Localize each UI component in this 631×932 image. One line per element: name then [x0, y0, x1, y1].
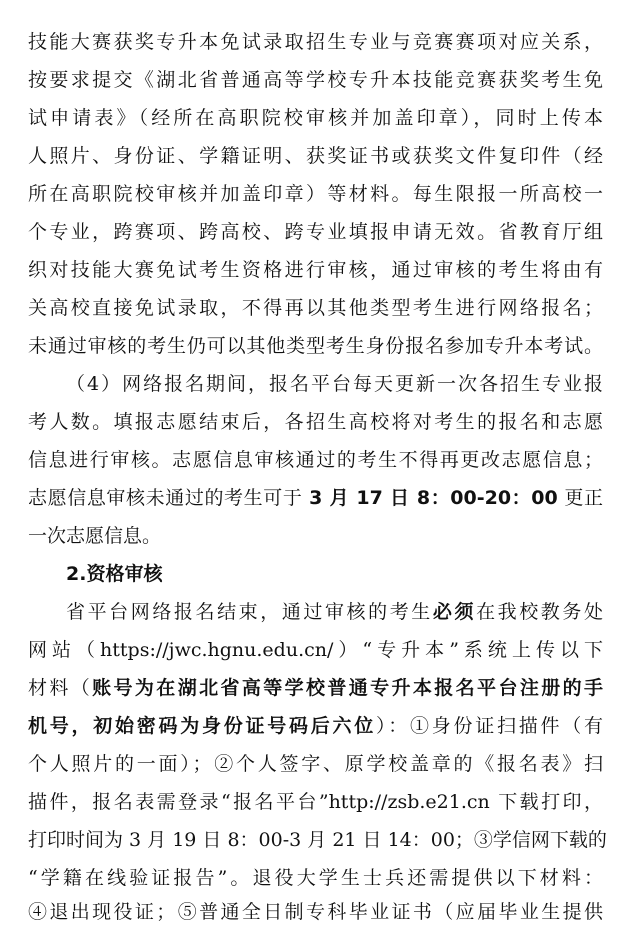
paragraph-line: 按要求提交《湖北省普通高等学校专升本技能竞赛获奖考生免 — [28, 69, 603, 91]
paragraph-line: 考人数。填报志愿结束后，各招生高校将对考生的报名和志愿 — [28, 411, 603, 433]
line-text: 在我校教务处 — [476, 601, 603, 623]
date-range-bold: 3 月 17 日 8：00-20：00 — [309, 487, 558, 509]
paragraph-line: 所在高职院校审核并加盖印章）等材料。每生限报一所高校一 — [28, 183, 603, 205]
emphasis-bold: 必须 — [432, 601, 477, 623]
paragraph-line: （4）网络报名期间，报名平台每天更新一次各招生专业报 — [66, 373, 603, 395]
paragraph-line: 试申请表》（经所在高职院校审核并加盖印章），同时上传本 — [28, 107, 603, 129]
paragraph-line: 信息进行审核。志愿信息审核通过的考生不得再更改志愿信息； — [28, 449, 603, 471]
paragraph-line: “学籍在线验证报告”。退役大学生士兵还需提供以下材料： — [28, 867, 603, 889]
paragraph-line: 关高校直接免试录取，不得再以其他类型考生进行网络报名； — [28, 297, 603, 319]
line-text: 省平台网络报名结束，通过审核的考生 — [66, 601, 433, 623]
paragraph-line: 描件，报名表需登录“报名平台”http://zsb.e21.cn 下载打印， — [28, 791, 603, 813]
paragraph-line: 技能大赛获奖专升本免试录取招生专业与竞赛赛项对应关系， — [28, 31, 603, 53]
paragraph-line: 个人照片的一面）；②个人签字、原学校盖章的《报名表》扫 — [28, 753, 603, 775]
paragraph-line — [28, 668, 603, 708]
paragraph-line: 网站（https://jwc.hgnu.edu.cn/）“专升本”系统上传以下 — [28, 639, 603, 661]
line-text: ）：①身份证扫描件（有 — [375, 715, 603, 737]
paragraph-line — [28, 478, 603, 518]
paragraph-line — [66, 592, 603, 632]
paragraph-line: 打印时间为 3 月 19 日 8：00-3 月 21 日 14：00；③学信网下载的 — [28, 829, 607, 851]
paragraph-line: 个专业，跨赛项、跨高校、跨专业填报申请无效。省教育厅组 — [28, 221, 603, 243]
account-info-bold: 账号为在湖北省高等学校普通专升本报名平台注册的手 — [92, 677, 603, 699]
paragraph-line: 未通过审核的考生仍可以其他类型考生身份报名参加专升本考试。 — [28, 335, 603, 357]
line-text: 更正 — [557, 487, 603, 509]
paragraph-line: 织对技能大赛免试考生资格进行审核，通过审核的考生将由有 — [28, 259, 603, 281]
section-heading: 2.资格审核 — [66, 563, 163, 585]
paragraph-line: ④退出现役证；⑤普通全日制专科毕业证书（应届毕业生提供 — [28, 901, 603, 923]
line-text: 志愿信息审核未通过的考生可于 — [28, 487, 310, 509]
paragraph-line: 人照片、身份证、学籍证明、获奖证书或获奖文件复印件（经 — [28, 145, 603, 167]
paragraph-line — [28, 706, 603, 746]
line-text: 材料（ — [28, 677, 93, 699]
paragraph-line: 一次志愿信息。 — [28, 525, 162, 547]
password-info-bold: 机号，初始密码为身份证号码后六位 — [28, 715, 376, 737]
